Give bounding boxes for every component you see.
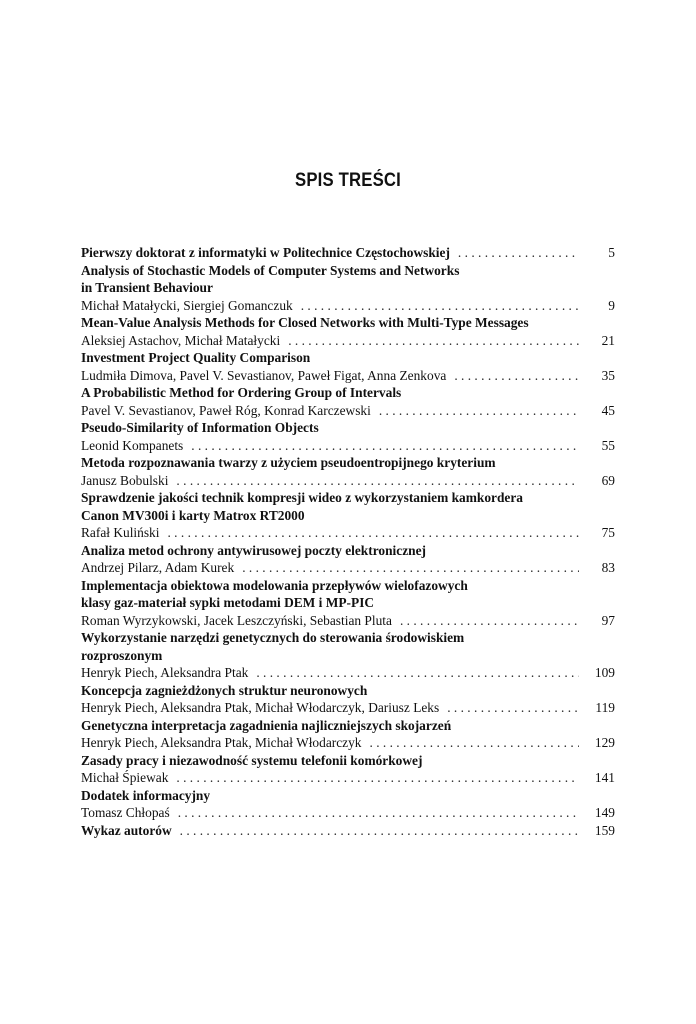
toc-entry-row [81, 559, 615, 577]
toc-entry-authors: Henryk Piech, Aleksandra Ptak, Michał Włodarczyk, Dariusz Leks [81, 700, 440, 715]
toc-entry-authors: Michał Śpiewak [81, 770, 169, 785]
toc-entry-row [81, 297, 615, 315]
toc-entry-authors: Pavel V. Sevastianov, Paweł Róg, Konrad Karczewski [81, 402, 371, 418]
toc-entry-page-number: 75 [601, 525, 615, 540]
toc-entry [81, 752, 615, 787]
toc-entry-row [81, 332, 615, 350]
toc-entry-page-number: 129 [594, 735, 615, 750]
toc-entry-page-number: 69 [601, 472, 615, 488]
toc-entry [81, 384, 615, 419]
toc-entry [81, 489, 615, 542]
toc-entry-row [81, 244, 615, 262]
toc-entry-authors: Ludmiła Dimova, Pavel V. Sevastianov, Paweł Figat, Anna Zenkova [81, 367, 447, 383]
toc-entry-title: Metoda rozpoznawania twarzy z użyciem pseudoentropijnego kryterium [81, 455, 496, 470]
dot-leader [288, 332, 579, 350]
toc-entry-title: klasy gaz-materiał sypki metodami DEM i MP-PIC [81, 595, 375, 610]
toc-entry-authors: Andrzej Pilarz, Adam Kurek [81, 560, 235, 575]
dot-leader [167, 524, 579, 542]
toc-entry [81, 314, 615, 349]
toc-entry-title: rozproszonym [81, 647, 163, 663]
dot-leader [379, 402, 579, 420]
toc-entry-page-number: 159 [594, 822, 615, 838]
toc-entry [81, 822, 615, 840]
dot-leader [370, 734, 579, 752]
toc-entry-row [81, 367, 615, 385]
toc-entry-row [81, 664, 615, 682]
toc-entry [81, 262, 615, 315]
toc-entry-page-number: 55 [601, 437, 615, 453]
dot-leader [178, 804, 579, 822]
toc-entry [81, 542, 615, 577]
toc-entry-page-number: 83 [601, 560, 615, 575]
toc-entry-authors: Tomasz Chłopaś [81, 805, 170, 820]
toc-entry-page-number: 97 [601, 612, 615, 628]
toc-entry-authors: Rafał Kuliński [81, 525, 160, 540]
toc-entry-title: Wykaz autorów [81, 822, 172, 838]
dot-leader [447, 699, 579, 717]
toc-entry-title: Sprawdzenie jakości technik kompresji wideo z wykorzystaniem kamkordera [81, 490, 523, 505]
toc-entry-title: Investment Project Quality Comparison [81, 350, 311, 365]
toc-entry [81, 682, 615, 717]
toc-entry [81, 244, 615, 262]
toc-entry-title: Pseudo-Similarity of Information Objects [81, 420, 319, 435]
toc-entry-authors: Leonid Kompanets [81, 437, 184, 453]
toc-entry-title: Koncepcja zagnieżdżonych struktur neuronowych [81, 682, 368, 698]
toc-entry-page-number: 5 [608, 245, 615, 260]
toc-entry-page-number: 119 [595, 700, 615, 715]
dot-leader [176, 769, 579, 787]
toc-entry-title: Pierwszy doktorat z informatyki w Politechnice Częstochowskiej [81, 245, 450, 260]
toc-entry-title: in Transient Behaviour [81, 280, 213, 295]
toc-entry-row [81, 472, 615, 490]
toc-entry-row [81, 734, 615, 752]
dot-leader [458, 244, 579, 262]
toc-entry-title: Genetyczna interpretacja zagadnienia najliczniejszych skojarzeń [81, 717, 452, 733]
dot-leader [400, 612, 579, 630]
dot-leader [242, 559, 579, 577]
toc-entry-authors: Henryk Piech, Aleksandra Ptak [81, 665, 249, 680]
toc-entry [81, 717, 615, 752]
toc-entry-title: Analysis of Stochastic Models of Computer Systems and Networks [81, 262, 460, 278]
toc-entry [81, 419, 615, 454]
toc-entry-row [81, 699, 615, 717]
toc-entry-page-number: 109 [594, 665, 615, 680]
toc-entry-authors: Aleksiej Astachov, Michał Matałycki [81, 332, 281, 348]
toc-entry-page-number: 21 [601, 332, 615, 348]
dot-leader [301, 297, 579, 315]
toc-entry-title: Canon MV300i i karty Matrox RT2000 [81, 507, 305, 523]
toc-entry-page-number: 9 [608, 297, 615, 313]
toc-entry-page-number: 35 [601, 367, 615, 383]
toc-entry-page-number: 149 [594, 805, 615, 820]
toc-entry-title: Dodatek informacyjny [81, 787, 211, 803]
dot-leader [191, 437, 579, 455]
page-title: SPIS TREŚCI [294, 170, 401, 191]
toc-entry-row [81, 437, 615, 455]
toc-entry-title: A Probabilistic Method for Ordering Group of Intervals [81, 385, 402, 400]
dot-leader [454, 367, 579, 385]
toc-entry-authors: Henryk Piech, Aleksandra Ptak, Michał Włodarczyk [81, 735, 362, 750]
toc-entry [81, 349, 615, 384]
toc-entry-title: Analiza metod ochrony antywirusowej poczty elektronicznej [81, 542, 427, 558]
toc-entry-row [81, 769, 615, 787]
dot-leader [180, 822, 579, 840]
toc-entry-row [81, 804, 615, 822]
toc-entry-page-number: 45 [601, 402, 615, 418]
toc-entry-authors: Janusz Bobulski [81, 472, 169, 488]
toc-entry-row [81, 612, 615, 630]
toc-entry-row [81, 822, 615, 840]
toc-entry-title: Mean-Value Analysis Methods for Closed Networks with Multi-Type Messages [81, 315, 529, 330]
table-of-contents [81, 244, 615, 839]
toc-entry-page-number: 141 [594, 770, 615, 785]
toc-entry [81, 787, 615, 822]
toc-entry-title: Zasady pracy i niezawodność systemu telefonii komórkowej [81, 752, 423, 768]
toc-entry-row [81, 402, 615, 420]
toc-entry [81, 454, 615, 489]
toc-entry [81, 577, 615, 630]
toc-entry-row [81, 524, 615, 542]
dot-leader [256, 664, 579, 682]
dot-leader [176, 472, 579, 490]
toc-entry-authors: Michał Matałycki, Siergiej Gomanczuk [81, 297, 293, 313]
toc-entry-title: Wykorzystanie narzędzi genetycznych do sterowania środowiskiem [81, 630, 465, 645]
toc-entry-title: Implementacja obiektowa modelowania przepływów wielofazowych [81, 577, 468, 593]
toc-entry-authors: Roman Wyrzykowski, Jacek Leszczyński, Sebastian Pluta [81, 612, 392, 628]
toc-entry [81, 629, 615, 682]
